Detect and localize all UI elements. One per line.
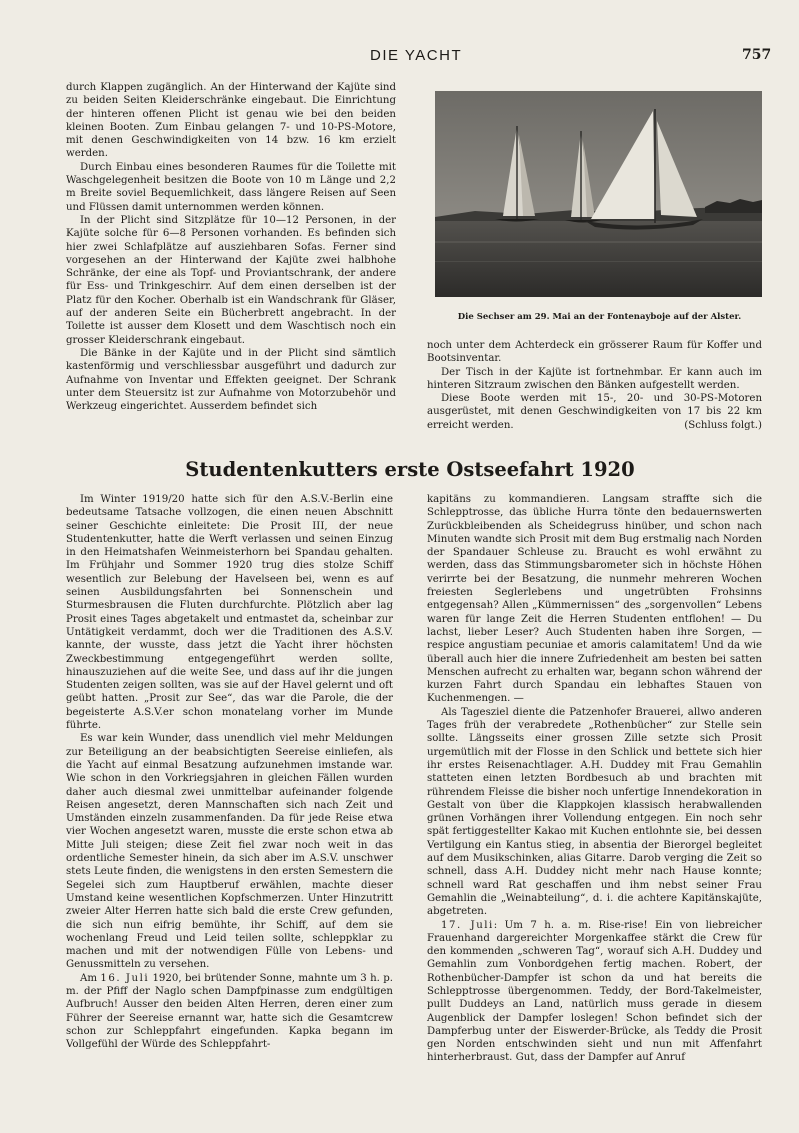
paragraph-text: 1920, bei brütender Sonne, mahnte um 3 h. p. m. der Pfiff der Naglo schen Dampfpinasse zum endgültigen Aufbruch! Ausser den beiden Alten Herren, deren einer zum Führer der Seereise ernannt war, hatte sich die Gesamtcrew schon zur Schleppfahrt eingefunden. Kapka begann im Vollgefühl der Würde des Schleppfahrt- — [66, 972, 393, 1051]
paragraph: noch unter dem Achterdeck ein grösserer Raum für Koffer und Bootsinventar. — [427, 340, 762, 365]
article-title: Studentenkutters erste Ostseefahrt 1920 — [185, 458, 635, 481]
magazine-title: DIE YACHT — [370, 47, 463, 64]
paragraph: Die Bänke in der Kajüte und in der Plicht sind sämtlich kastenförmig und verschliessbar ausgeführt und dadurch zur Aufnahme von Inventar und Effekten geeignet. Der Schrank unter dem Steuersitz ist zur Aufnahme von Motorzubehör und Werkzeug eingerichtet. Ausserdem befindet sich — [66, 347, 396, 413]
paragraph: kapitäns zu kommandieren. Langsam straffte sich die Schlepptrosse, das übliche Hurra tönte den bedauernswerten Zurückbleibenden als Scheidegruss hinüber, und schon nach Minuten wandte sich Prosit mit dem Bug erstmalig nach Norden der Spandauer Schleuse zu. Braucht es wohl erwähnt zu werden, dass das Stimmungsbarometer sich in höchste Höhen verirrte bei der Besatzung, die nunmehr mehreren Wochen freiesten Seglerlebens und ungetrübten Frohsinns entgegensah? Allen „Kümmernissen“ des „sorgenvollen“ Lebens waren für lange Zeit die Herren Studenten entflohen! — Du lachst, lieber Leser? Auch Studenten haben ihre Sorgen, — respice angustiam pecuniae et amoris calamitatem! Und da wie überall auch hier die innere Zufriedenheit am besten bei satten Menschen aufrecht zu erhalten war, begann schon während der kurzen Fahrt durch Spandau ein lebhaftes Stauen von Kuchenmengen. — — [427, 494, 762, 705]
paragraph: durch Klappen zugänglich. An der Hinterwand der Kajüte sind zu beiden Seiten Kleiderschränke eingebaut. Die Einrichtung der hinteren offenen Plicht ist genau wie bei den beiden kleinen Booten. Zum Einbau gelangen 7- und 10-PS-Motore, mit denen Geschwindigkeiten von 14 bzw. 16 km erzielt werden. — [66, 82, 396, 160]
paragraph: In der Plicht sind Sitzplätze für 10—12 Personen, in der Kajüte solche für 6—8 Personen vorhanden. Es befinden sich hier zwei Schlafplätze auf ausziehbaren Sofas. Ferner sind vorgesehen an der Hinterwand der Kajüte zwei halbhohe Schränke, der eine als Topf- und Proviantschrank, der andere für Ess- und Trinkgeschirr. Auf dem einen derselben ist der Platz für den Kocher. Oberhalb ist ein Wandschrank für Gläser, auf der anderen Seite ein Bücherbrett angebracht. In der Toilette ist ausser dem Klosett und dem Waschtisch noch ein grosser Kleiderschrank eingebaut. — [66, 214, 396, 346]
photo-caption: Die Sechser am 29. Mai an der Fontenayboje auf der Alster. — [457, 312, 742, 322]
paragraph-text: Diese Boote werden mit 15-, 20- und 30-PS-Motoren ausgerüstet, mit denen Geschwindigkeiten von 17 bis 22 km erreicht werden. — [427, 393, 762, 431]
paragraph: Im Winter 1919/20 hatte sich für den A.S.V.-Berlin eine bedeutsame Tatsache vollzogen, die einen neuen Abschnitt seiner Geschichte einleitete: Die Prosit III, der neue Studentenkutter, hatte die Werft verlassen und seinen Einzug in den Heimatshafen Weinmeisterhorn bei Spandau gehalten. Im Frühjahr und Sommer 1920 trug dies stolze Schiff wesentlich zur Belebung der Havelseen bei, wenn es auf seinen Ausbildungsfahrten bei Sonnenschein und Sturmesbrausen die Fluten durchfurchte. Plötzlich aber lag Prosit eines Tages abgetakelt und entmastet da, scheinbar zur Untätigkeit verdammt, doch wer die Traditionen des A.S.V. kannte, der wusste, dass jetzt die Yacht ihrer höchsten Zweckbestimmung entgegengeführt werden sollte, hinauszuziehen auf die weite See, und dass auf ihr die jungen Studenten zeigen sollten, was sie auf der Havel gelernt und oft geübt hatten. „Prosit zur See“, das war die Parole, die der begeisterte A.S.V.er schon monatelang vorher im Munde führte. — [66, 494, 393, 732]
paragraph-text: Am — [80, 972, 101, 984]
paragraph — [427, 392, 762, 432]
previous-article-column-right — [427, 339, 762, 432]
paragraph — [66, 972, 393, 1052]
page-number: 757 — [742, 47, 772, 63]
paragraph: Es war kein Wunder, dass unendlich viel mehr Meldungen zur Beteiligung an der beabsichtigten Seereise einliefen, als die Yacht auf einmal Besatzung aufzunehmen imstande war. Wie schon in den Vorkriegsjahren in gleichen Fällen wurden daher auch diesmal zwei unmittelbar aufeinander folgende Reisen angesetzt, deren Mannschaften sich nach Zeit und Umständen einzeln zusammenfanden. Da für jede Reise etwa vier Wochen angesetzt waren, musste die erste schon etwa ab Mitte Juli steigen; diese Zeit fiel zwar noch weit in das ordentliche Semester hinein, da sich aber im A.S.V. unschwer stets Leute finden, die wenigstens in den ersten Semestern die Segelei sich zum Hauptberuf erwählen, machte dieser Umstand keine wesentlichen Kopfschmerzen. Unter Hinzutritt zweier Alter Herren hatte sich bald die erste Crew gefunden, die sich nun eifrig bemühte, ihr Schiff, auf dem sie wochenlang Freud und Leid teilen sollte, schleppklar zu machen und mit der notwendigen Fülle von Lebens- und Genussmitteln zu versehen. — [66, 733, 393, 971]
date-highlight: 17. Juli — [441, 919, 494, 931]
article-column-right — [427, 493, 762, 1065]
article-column-left — [66, 493, 393, 1051]
date-highlight: 16. Juli — [100, 972, 150, 984]
paragraph-text: : Um 7 h. a. m. Rise-rise! Ein von liebreicher Frauenhand dargereichter Morgenkaffee stärkt die Crew für den kommenden „schweren Tag“, worauf sich A.H. Duddey und Gemahlin zum Vonbordgehen fertig machen. Robert, der Rothenbücher-Dampfer ist schon da und hat bereits die Schlepptrosse übergenommen. Teddy, der Bord-Takelmeister, pullt Duddeys an Land, natürlich muss gerade in diesem Augenblick der Dampfer loslegen! Schon befindet sich der Dampferbug unter der Eiswerder-Brücke, als Teddy die Prosit gen Norden entschwinden sieht und nun mit Affenfahrt hinterherbraust. Gut, dass der Dampfer auf Anruf — [427, 919, 762, 1064]
sailboats-photo-illustration — [435, 91, 762, 297]
continuation-note: (Schluss folgt.) — [684, 419, 762, 431]
sailboats-photo — [435, 91, 762, 297]
previous-article-column-left — [66, 81, 396, 413]
paragraph: Durch Einbau eines besonderen Raumes für die Toilette mit Waschgelegenheit besitzen die Boote von 10 m Länge und 2,2 m Breite soviel Bequemlichkeit, dass längere Reisen auf Seen und Flüssen damit unternommen werden können. — [66, 161, 396, 213]
paragraph — [427, 919, 762, 1065]
paragraph: Als Tagesziel diente die Patzenhofer Brauerei, allwo anderen Tages früh der verabredete „Rothenbücher“ zur Stelle sein sollte. Längsseits einer grossen Zille setzte sich Prosit urgemütlich mit der Flosse in den Schlick und bettete sich hier ihr erstes Reisenachtlager. A.H. Duddey mit Frau Gemahlin statteten einen letzten Bordbesuch ab und brachten mit rührendem Fleisse die bisher noch unfertige Innendekoration in Gestalt von über die Klappkojen klassisch herabwallenden grünen Vorhängen ihrer Vollendung entgegen. Ein noch sehr spät fertiggestellter Kakao mit Kuchen entlohnte sie, bei dessen Vertilgung ein Kantus stieg, in absentia der Bierorgel begleitet auf dem Musikschinken, alias Gitarre. Darob verging die Zeit so schnell, dass A.H. Duddey nicht mehr nach Hause konnte; schnell ward Rat geschaffen und ihm nebst seiner Frau Gemahlin die „Weinabteilung“, d. i. die achtere Kapitänskajüte, abgetreten. — [427, 706, 762, 918]
paragraph: Der Tisch in der Kajüte ist fortnehmbar. Er kann auch im hinteren Sitzraum zwischen den Bänken aufgestellt werden. — [427, 366, 762, 391]
